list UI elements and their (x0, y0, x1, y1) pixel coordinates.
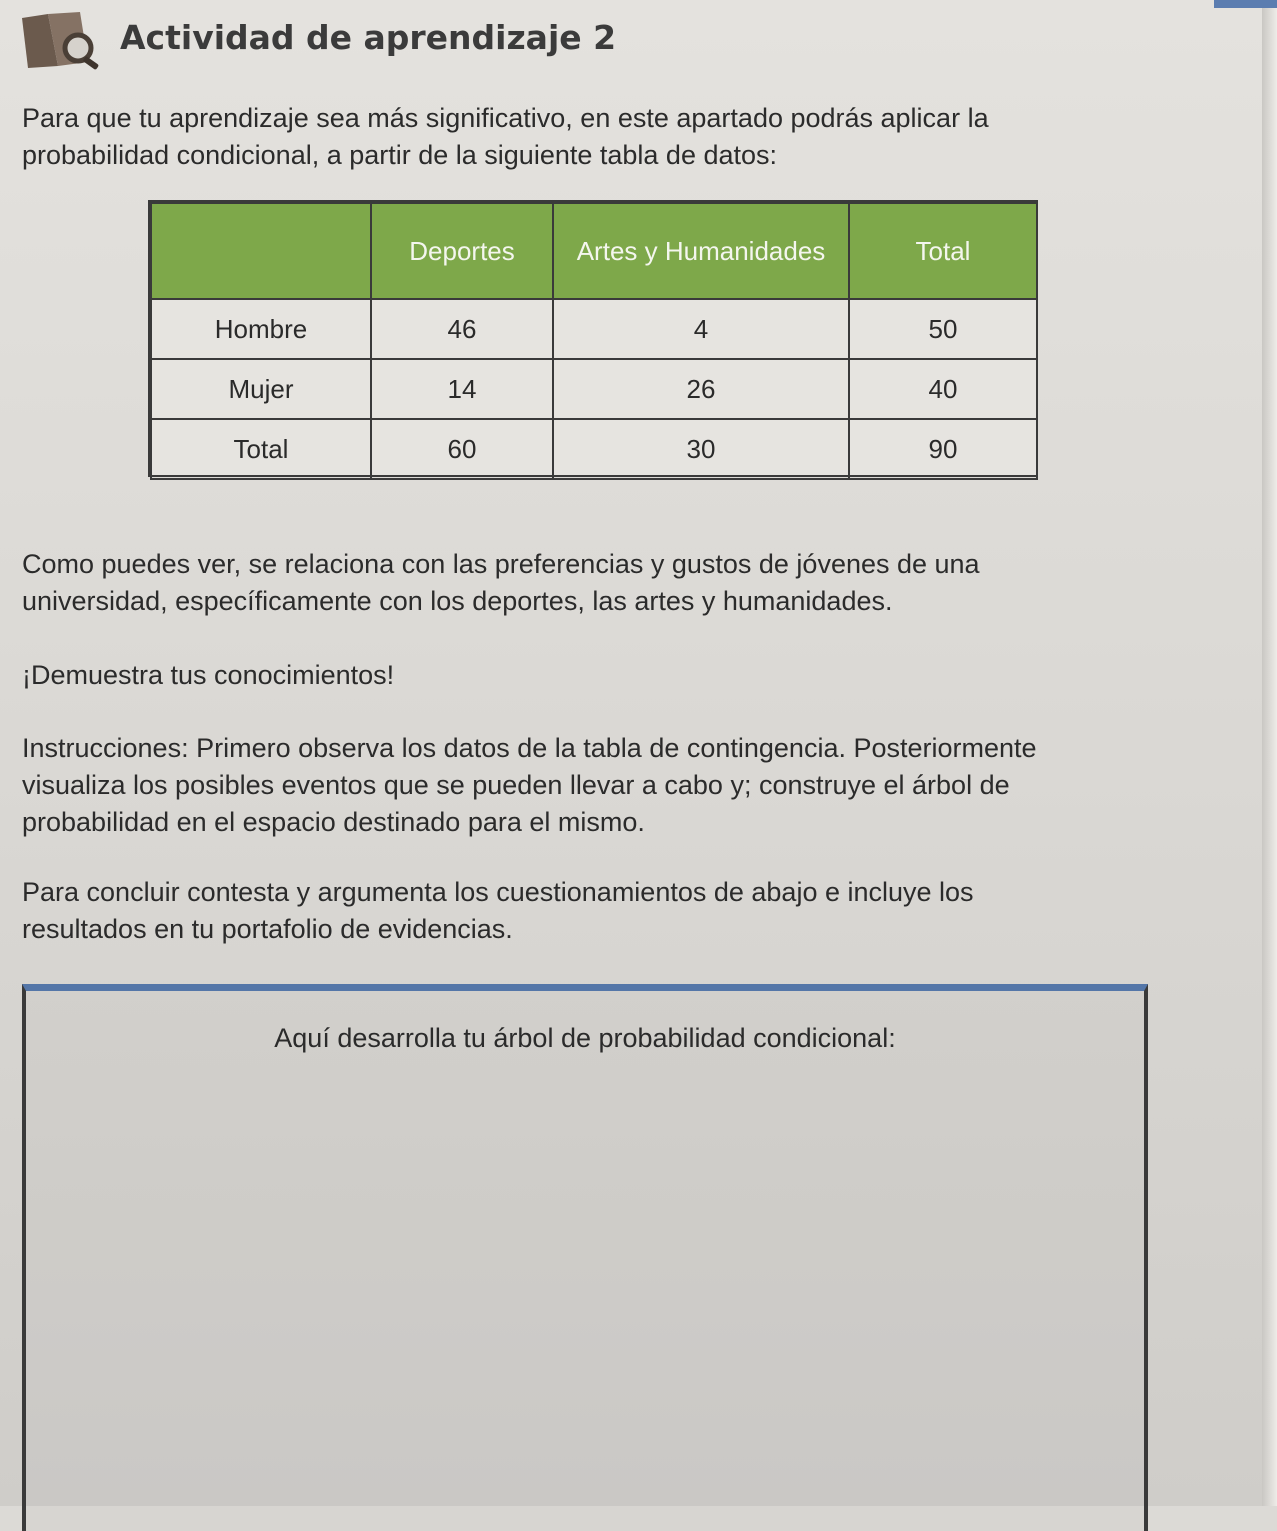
instructions-line: probabilidad en el espacio destinado para el mismo. (22, 807, 645, 837)
intro-line: probabilidad condicional, a partir de la siguiente tabla de datos: (22, 140, 778, 170)
table-cell: 90 (849, 419, 1037, 479)
table-header-cell (151, 203, 371, 299)
table-row (151, 359, 1037, 419)
intro-line: Para que tu aprendizaje sea más significativo, en este apartado podrás aplicar la (22, 103, 989, 133)
conclusion-paragraph (22, 874, 974, 948)
corner-color-band (1214, 0, 1277, 8)
magnifier-icon (18, 10, 104, 70)
context-paragraph (22, 546, 980, 620)
table-cell: 50 (849, 299, 1037, 359)
next-page-edge (1262, 0, 1277, 1506)
conclusion-line: Para concluir contesta y argumenta los cuestionamientos de abajo e incluye los (22, 877, 974, 907)
table-cell: Hombre (151, 299, 371, 359)
table-header-cell: Deportes (371, 203, 553, 299)
table-cell: 60 (371, 419, 553, 479)
table-cell: 4 (553, 299, 849, 359)
table-row (151, 299, 1037, 359)
table-cell: 40 (849, 359, 1037, 419)
contingency-table (148, 200, 1038, 477)
activity-title: Actividad de aprendizaje 2 (120, 18, 617, 57)
prompt-heading: ¡Demuestra tus conocimientos! (22, 660, 395, 690)
context-line: Como puedes ver, se relaciona con las preferencias y gustos de jóvenes de una (22, 549, 980, 579)
context-line: universidad, específicamente con los deportes, las artes y humanidades. (22, 586, 893, 616)
work-area-title: Aquí desarrolla tu árbol de probabilidad condicional: (274, 1023, 896, 1053)
table-header-cell: Total (849, 203, 1037, 299)
intro-paragraph (22, 100, 989, 174)
table-header-row (151, 203, 1037, 299)
table-cell: 26 (553, 359, 849, 419)
table-cell: 30 (553, 419, 849, 479)
table-cell: 14 (371, 359, 553, 419)
table-row (151, 419, 1037, 479)
table-cell: Mujer (151, 359, 371, 419)
probability-tree-work-area[interactable] (22, 984, 1148, 1531)
table-cell: 46 (371, 299, 553, 359)
instructions-paragraph (22, 730, 1037, 841)
table-cell: Total (151, 419, 371, 479)
table-header-cell: Artes y Humanidades (553, 203, 849, 299)
instructions-line: Instrucciones: Primero observa los datos de la tabla de contingencia. Posteriormente (22, 733, 1037, 763)
conclusion-line: resultados en tu portafolio de evidencias. (22, 914, 513, 944)
instructions-line: visualiza los posibles eventos que se pueden llevar a cabo y; construye el árbol de (22, 770, 1010, 800)
